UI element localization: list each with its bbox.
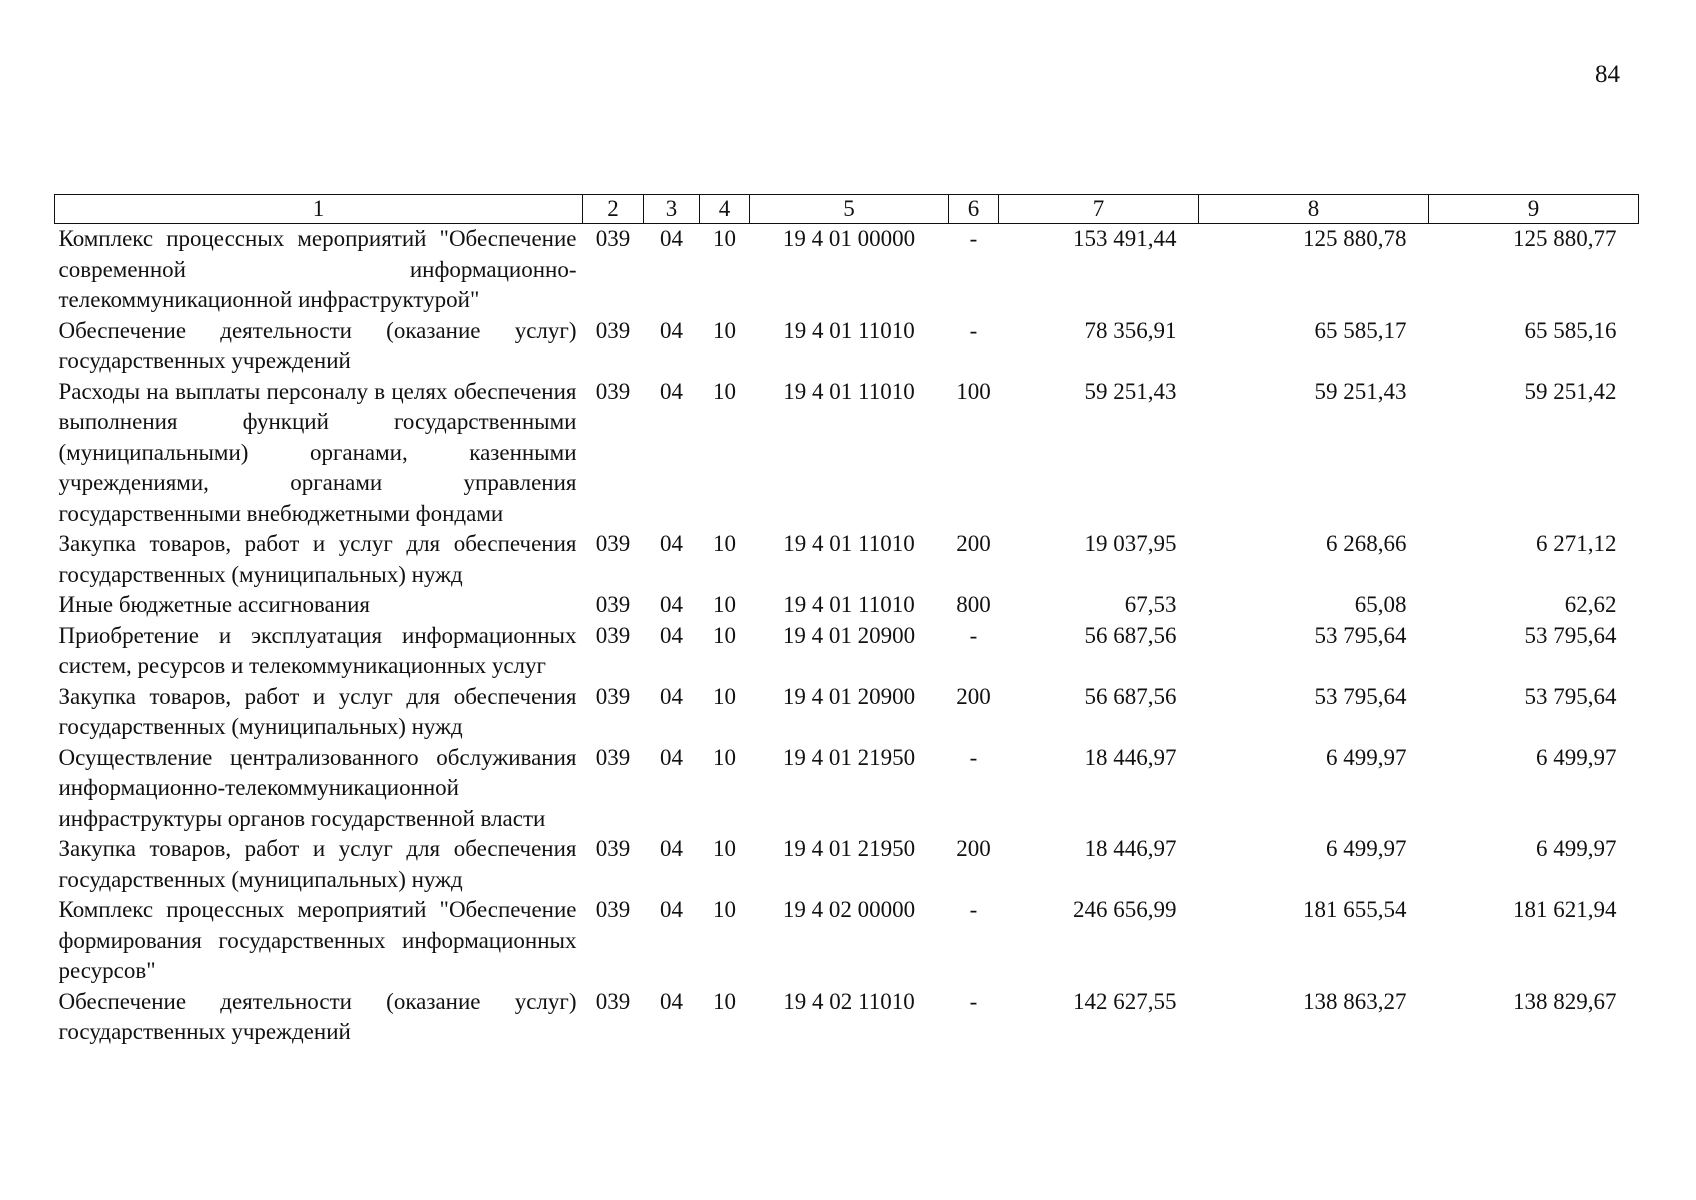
row-col-5: 19 4 01 00000 [782, 226, 916, 251]
row-col-9: 181 621,94 [1513, 897, 1617, 922]
row-col-5: 19 4 01 21950 [782, 744, 916, 770]
row-col-5: 19 4 01 11010 [783, 317, 915, 343]
table-row [55, 316, 1639, 377]
row-col-7: 19 037,95 [1084, 531, 1177, 556]
header-col-9: 9 [1429, 195, 1639, 224]
row-col-6: 800 [956, 592, 991, 617]
row-description: Иные бюджетные ассигнования [58, 592, 370, 617]
row-col-3: 04 [660, 531, 683, 556]
row-col-3: 04 [660, 622, 683, 648]
row-col-3: 04 [660, 317, 683, 343]
row-col-7: 18 446,97 [1084, 836, 1177, 861]
row-col-6: 200 [956, 836, 991, 861]
row-col-2: 039 [595, 378, 631, 404]
table-row [55, 529, 1639, 590]
row-col-4: 10 [713, 897, 736, 922]
row-col-4: 10 [713, 744, 736, 770]
row-col-8: 6 499,97 [1326, 744, 1407, 770]
row-col-5: 19 4 01 20900 [782, 622, 916, 648]
row-col-7: 153 491,44 [1073, 226, 1177, 251]
row-col-7: 56 687,56 [1084, 622, 1177, 648]
row-col-2: 039 [595, 683, 631, 709]
row-col-6: 200 [956, 683, 991, 709]
row-col-8: 65,08 [1354, 592, 1407, 617]
row-col-2: 039 [595, 622, 631, 648]
row-col-7: 56 687,56 [1084, 683, 1177, 709]
row-col-5: 19 4 01 11010 [783, 531, 915, 556]
table-row [55, 621, 1639, 682]
row-col-7: 246 656,99 [1073, 897, 1177, 922]
row-col-8: 65 585,17 [1314, 317, 1407, 343]
row-col-9: 6 499,97 [1536, 836, 1617, 861]
row-col-8: 6 268,66 [1326, 531, 1407, 556]
row-col-2: 039 [595, 836, 631, 861]
row-col-8: 181 655,54 [1303, 897, 1407, 922]
row-col-7: 18 446,97 [1084, 744, 1177, 770]
budget-table [54, 194, 1639, 1048]
row-col-4: 10 [713, 592, 736, 617]
header-col-4: 4 [700, 195, 750, 224]
row-col-8: 125 880,78 [1303, 226, 1407, 251]
page-number: 84 [1595, 61, 1620, 88]
row-col-4: 10 [713, 226, 736, 251]
row-col-7: 78 356,91 [1084, 317, 1177, 343]
row-col-6: - [969, 226, 978, 251]
header-col-1: 1 [55, 195, 583, 224]
header-col-2: 2 [583, 195, 644, 224]
row-description: Закупка товаров, работ и услуг для обеспечения государственных (муниципальных) нужд [58, 836, 577, 892]
row-description: Закупка товаров, работ и услуг для обеспечения государственных (муниципальных) нужд [58, 531, 577, 587]
header-col-5: 5 [750, 195, 949, 224]
table-row [55, 895, 1639, 987]
row-description: Приобретение и эксплуатация информационных систем, ресурсов и телекоммуникационных услуг [58, 622, 577, 678]
table-row [55, 834, 1639, 895]
row-description: Закупка товаров, работ и услуг для обеспечения государственных (муниципальных) нужд [58, 683, 577, 739]
row-col-3: 04 [660, 592, 683, 617]
row-col-9: 6 271,12 [1536, 531, 1617, 556]
row-col-9: 138 829,67 [1513, 988, 1617, 1014]
row-col-7: 67,53 [1124, 592, 1177, 617]
row-col-5: 19 4 02 11010 [783, 988, 915, 1014]
table-row [55, 682, 1639, 743]
row-col-6: - [969, 988, 978, 1014]
row-col-6: - [969, 622, 978, 648]
row-col-8: 6 499,97 [1326, 836, 1407, 861]
row-col-4: 10 [713, 531, 736, 556]
row-col-9: 6 499,97 [1536, 744, 1617, 770]
row-col-9: 65 585,16 [1524, 317, 1617, 343]
row-col-2: 039 [595, 897, 631, 922]
row-col-4: 10 [713, 378, 736, 404]
row-col-2: 039 [595, 744, 631, 770]
row-col-9: 59 251,42 [1524, 378, 1617, 404]
row-col-5: 19 4 01 11010 [783, 378, 915, 404]
row-col-2: 039 [595, 988, 631, 1014]
table-row [55, 224, 1639, 316]
row-col-4: 10 [713, 988, 736, 1014]
row-col-5: 19 4 01 21950 [782, 836, 916, 861]
header-col-3: 3 [644, 195, 700, 224]
row-col-8: 59 251,43 [1314, 378, 1407, 404]
row-description: Комплекс процессных мероприятий "Обеспечение современной информационно-телекоммуникационной инфраструктурой" [58, 226, 577, 312]
row-description: Осуществление централизованного обслуживания информационно-телекоммуникационной инфраструктуры органов государственной власти [58, 744, 577, 831]
row-col-5: 19 4 01 20900 [782, 683, 916, 709]
row-col-3: 04 [660, 897, 683, 922]
row-col-9: 62,62 [1564, 592, 1617, 617]
row-col-9: 53 795,64 [1524, 683, 1617, 709]
row-col-5: 19 4 01 11010 [783, 592, 915, 617]
row-col-9: 53 795,64 [1524, 622, 1617, 648]
table-header-row [55, 195, 1639, 224]
table-row [55, 590, 1639, 621]
row-col-4: 10 [713, 622, 736, 648]
row-col-2: 039 [595, 226, 631, 251]
row-col-6: 200 [956, 531, 991, 556]
row-col-8: 53 795,64 [1314, 622, 1407, 648]
table-row [55, 987, 1639, 1048]
row-col-6: - [969, 897, 978, 922]
row-col-2: 039 [595, 317, 631, 343]
row-col-7: 142 627,55 [1073, 988, 1177, 1014]
row-col-3: 04 [660, 378, 683, 404]
table-row [55, 377, 1639, 530]
row-col-4: 10 [713, 317, 736, 343]
row-col-2: 039 [595, 592, 631, 617]
row-col-6: - [969, 317, 978, 343]
row-col-9: 125 880,77 [1513, 226, 1617, 251]
row-col-6: - [969, 744, 978, 770]
row-col-3: 04 [660, 744, 683, 770]
row-col-2: 039 [595, 531, 631, 556]
row-description: Расходы на выплаты персоналу в целях обеспечения выполнения функций государственными (муниципальными) органами, казенными учреждениями, органами управления государственными внебюджетными фондами [58, 378, 577, 526]
row-col-4: 10 [713, 836, 736, 861]
row-description: Обеспечение деятельности (оказание услуг) государственных учреждений [58, 988, 577, 1044]
header-col-7: 7 [999, 195, 1199, 224]
row-col-3: 04 [660, 988, 683, 1014]
row-col-8: 138 863,27 [1303, 988, 1407, 1014]
header-col-6: 6 [949, 195, 999, 224]
header-col-8: 8 [1199, 195, 1429, 224]
row-col-3: 04 [660, 836, 683, 861]
row-col-3: 04 [660, 226, 683, 251]
row-description: Комплекс процессных мероприятий "Обеспечение формирования государственных информационных ресурсов" [58, 897, 577, 983]
row-col-5: 19 4 02 00000 [782, 897, 916, 922]
row-col-3: 04 [660, 683, 683, 709]
row-col-4: 10 [713, 683, 736, 709]
row-col-7: 59 251,43 [1084, 378, 1177, 404]
row-description: Обеспечение деятельности (оказание услуг) государственных учреждений [58, 317, 577, 373]
row-col-6: 100 [956, 378, 991, 404]
table-row [55, 743, 1639, 835]
row-col-8: 53 795,64 [1314, 683, 1407, 709]
